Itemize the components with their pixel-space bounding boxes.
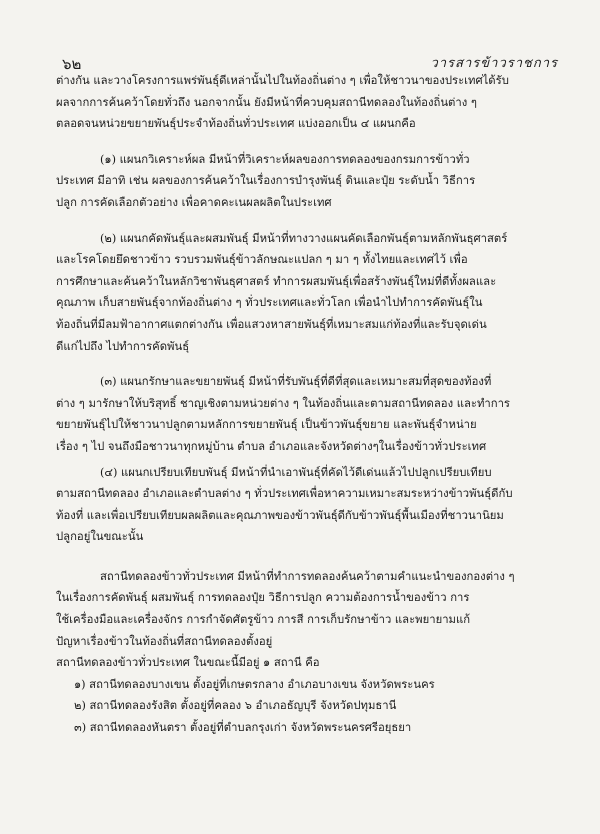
text-line: ท้องถิ่นที่มีลมฟ้าอากาศแตกต่างกัน เพื่อแสวงหาสายพันธุ์ที่เหมาะสมแก่ท้องที่และรับจุดเด่น <box>56 317 487 331</box>
text-line: ผลจากการค้นคว้าโดยทั่วถึง นอกจากนั้น ยังมีหน้าที่ควบคุมสถานีทดลองในท้องถิ่นต่าง ๆ <box>56 95 477 109</box>
running-title: วารสารข้าวราชการ <box>430 56 558 71</box>
text-line: การศึกษาและค้นคว้าในหลักวิชาพันธุศาสตร์ ทำการผสมพันธุ์เพื่อสร้างพันธุ์ใหม่ที่ดีทั้งผลและ <box>56 274 497 288</box>
text-line: ปลูก การคัดเลือกตัวอย่าง เพื่อคาดคะเนผลผลิตในประเทศ <box>56 195 332 209</box>
paragraph <box>56 70 564 135</box>
text-line: ต่างกัน และวางโครงการแพร่พันธุ์ดีเหล่านั้นไปในท้องถิ่นต่าง ๆ เพื่อให้ชาวนาของประเทศได้รับ <box>56 74 509 87</box>
page-number: ๖๒ <box>62 55 82 73</box>
text-line: (๓) แผนกรักษาและขยายพันธุ์ มีหน้าที่รับพันธุ์ที่ดีที่สุดและเหมาะสมที่สุดของท้องที่ <box>100 375 492 389</box>
paragraph <box>56 566 564 652</box>
text-line: ประเทศ มีอาทิ เช่น ผลของการค้นคว้าในเรื่องการบำรุงพันธุ์ ดินและปุ๋ย ระดับน้ำ วิธีการ <box>56 174 476 188</box>
paragraph <box>56 149 564 214</box>
text-line: ขยายพันธุ์ไปให้ชาวนาปลูกตามหลักการขยายพันธุ์ เป็นข้าวพันธุ์ขยาย และพันธุ์จำหน่าย <box>56 418 477 432</box>
paragraph <box>56 462 564 548</box>
list-item: ๑) สถานีทดลองบางเขน ตั้งอยู่ที่เกษตรกลาง อำเภอบางเขน จังหวัดพระนคร <box>74 677 435 691</box>
text-line: สถานีทดลองข้าวทั่วประเทศ ในขณะนี้มีอยู่ ๑ สถานี คือ <box>56 656 320 670</box>
text-line: ปัญหาเรื่องข้าวในท้องถิ่นที่สถานีทดลองตั้งอยู่ <box>56 634 273 648</box>
list-item: ๒) สถานีทดลองรังสิต ตั้งอยู่ที่คลอง ๖ อำเภอธัญบุรี จังหวัดปทุมธานี <box>74 699 397 713</box>
text-line: (๑) แผนกวิเคราะห์ผล มีหน้าที่วิเคราะห์ผลของการทดลองของกรมการข้าวทั่ว <box>100 152 470 166</box>
text-line: ปลูกอยู่ในขณะนั้น <box>56 530 144 544</box>
text-line: ท้องที่ และเพื่อเปรียบเทียบผลผลิตและคุณภาพของข้าวพันธุ์ดีกับข้าวพันธุ์พื้นเมืองที่ชาวนานิยม <box>56 508 504 522</box>
text-line: เรื่อง ๆ ไป จนถึงมือชาวนาทุกหมู่บ้าน ตำบล อำเภอและจังหวัดต่างๆในเรื่องข้าวทั่วประเทศ <box>56 439 487 453</box>
paragraph <box>56 652 564 674</box>
text-line: (๒) แผนกคัดพันธุ์และผสมพันธุ์ มีหน้าที่ทางวางแผนคัดเลือกพันธุ์ตามหลักพันธุศาสตร์ <box>100 231 508 245</box>
station-list <box>56 674 564 739</box>
text-line: (๔) แผนกเปรียบเทียบพันธุ์ มีหน้าที่นำเอาพันธุ์ที่คัดไว้ดีเด่นแล้วไปปลูกเปรียบเทียบ <box>100 465 492 479</box>
text-line: และโรคโดยยึดชาวข้าว รวบรวมพันธุ์ข้าวลักษณะแปลก ๆ มา ๆ ทั้งไทยและเทศไว้ เพื่อ <box>56 253 468 267</box>
text-line: ตามสถานีทดลอง อำเภอและตำบลต่าง ๆ ทั่วประเทศเพื่อหาความเหมาะสมระหว่างข้าวพันธุ์ดีกับ <box>56 487 513 501</box>
text-line: คุณภาพ เก็บสายพันธุ์จากท้องถิ่นต่าง ๆ ทั่วประเทศและทั่วโลก เพื่อนำไปทำการคัดพันธุ์ใน <box>56 296 483 310</box>
paragraph <box>56 371 564 457</box>
text-line: ดีแก่ไปถึง ไปทำการคัดพันธุ์ <box>56 339 190 353</box>
body-text <box>56 70 564 739</box>
list-item: ๓) สถานีทดลองหันตรา ตั้งอยู่ที่ตำบลกรุงเก่า จังหวัดพระนครศรีอยุธยา <box>74 721 412 735</box>
text-line: ในเรื่องการคัดพันธุ์ ผสมพันธุ์ การทดลองปุ๋ย วิธีการปลูก ความต้องการน้ำของข้าว การ <box>56 591 470 605</box>
text-line: ใช้เครื่องมือและเครื่องจักร การกำจัดศัตรูข้าว การสี การเก็บรักษาข้าว และพยายามแก้ <box>56 613 471 627</box>
paragraph <box>56 228 564 358</box>
text-line: ต่าง ๆ มารักษาให้บริสุทธิ์ ชาญเชิงตามหน่วยต่าง ๆ ในท้องถิ่นและตามสถานีทดลอง และทำการ <box>56 396 511 410</box>
text-line: สถานีทดลองข้าวทั่วประเทศ มีหน้าที่ทำการทดลองค้นคว้าตามคำแนะนำของกองต่าง ๆ <box>100 569 515 583</box>
text-line: ตลอดจนหน่วยขยายพันธุ์ประจำท้องถิ่นทั่วประเทศ แบ่งออกเป็น ๔ แผนกคือ <box>56 117 416 131</box>
